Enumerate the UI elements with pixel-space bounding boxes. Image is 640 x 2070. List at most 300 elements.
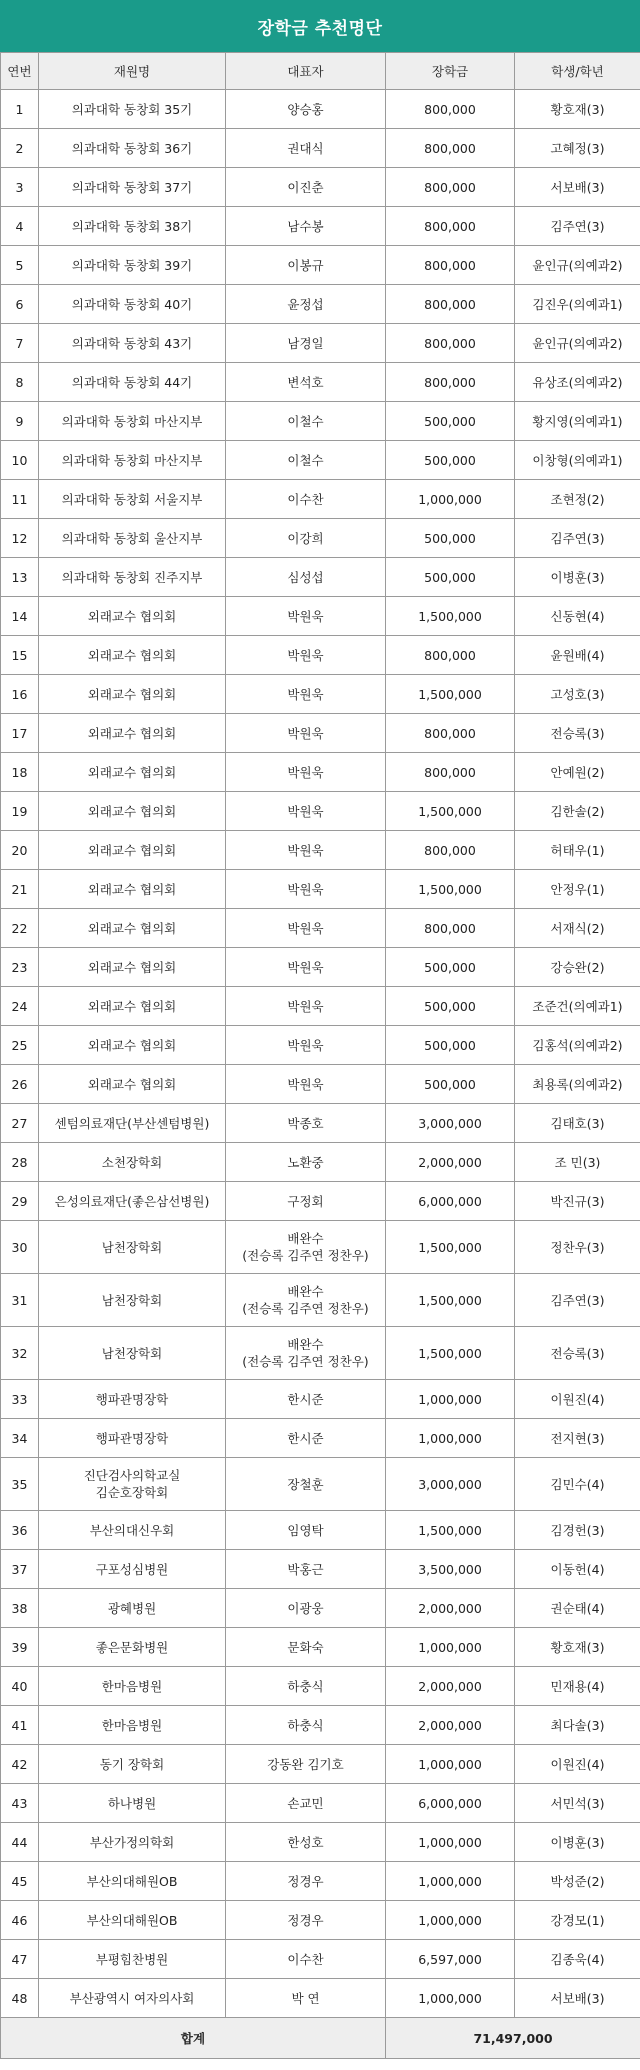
- cell-source: 은성의료재단(좋은삼선병원): [39, 1182, 226, 1221]
- table-row: [1, 1026, 640, 1065]
- cell-representative: 박원욱: [226, 987, 386, 1026]
- cell-no: 36: [1, 1511, 39, 1550]
- cell-representative-line2: (전승록 김주연 정찬우): [242, 1354, 369, 1369]
- header-no: 연번: [1, 53, 39, 90]
- table-row: [1, 753, 640, 792]
- cell-student: 김진우(의예과1): [515, 285, 640, 324]
- cell-amount: 1,000,000: [386, 1862, 515, 1901]
- table-row: [1, 1327, 640, 1380]
- cell-amount: 2,000,000: [386, 1706, 515, 1745]
- cell-student: 조현정(2): [515, 480, 640, 519]
- cell-student: 조준건(의예과1): [515, 987, 640, 1026]
- cell-amount: 500,000: [386, 1026, 515, 1065]
- cell-source: 외래교수 협의회: [39, 948, 226, 987]
- cell-no: 37: [1, 1550, 39, 1589]
- table-row: [1, 168, 640, 207]
- cell-student: 김주연(3): [515, 1274, 640, 1327]
- cell-no: 25: [1, 1026, 39, 1065]
- cell-source: 센텀의료재단(부산센텀병원): [39, 1104, 226, 1143]
- cell-amount: 1,500,000: [386, 597, 515, 636]
- cell-no: 28: [1, 1143, 39, 1182]
- cell-no: 38: [1, 1589, 39, 1628]
- cell-source: 광혜병원: [39, 1589, 226, 1628]
- cell-student: 황지영(의예과1): [515, 402, 640, 441]
- cell-student: 안예원(2): [515, 753, 640, 792]
- table-row: [1, 363, 640, 402]
- cell-source: 의과대학 동창회 40기: [39, 285, 226, 324]
- cell-source: 의과대학 동창회 39기: [39, 246, 226, 285]
- cell-no: 47: [1, 1940, 39, 1979]
- cell-source: 소천장학회: [39, 1143, 226, 1182]
- cell-representative: 남수봉: [226, 207, 386, 246]
- cell-student: 김태호(3): [515, 1104, 640, 1143]
- cell-source: 남천장학회: [39, 1274, 226, 1327]
- cell-amount: 800,000: [386, 714, 515, 753]
- cell-student: 서보배(3): [515, 168, 640, 207]
- table-row: [1, 675, 640, 714]
- cell-no: 39: [1, 1628, 39, 1667]
- cell-representative: 박원욱: [226, 1026, 386, 1065]
- cell-amount: 1,000,000: [386, 1380, 515, 1419]
- table-row: [1, 1458, 640, 1511]
- table-row: [1, 714, 640, 753]
- cell-no: 44: [1, 1823, 39, 1862]
- cell-student: 허태우(1): [515, 831, 640, 870]
- cell-source: 부산의대해원OB: [39, 1901, 226, 1940]
- cell-representative: 이진춘: [226, 168, 386, 207]
- cell-student: 조 민(3): [515, 1143, 640, 1182]
- cell-representative: 박 연: [226, 1979, 386, 2018]
- cell-source: 의과대학 동창회 36기: [39, 129, 226, 168]
- cell-representative: [226, 1221, 386, 1274]
- cell-source: 외래교수 협의회: [39, 675, 226, 714]
- cell-representative: 강동완 김기호: [226, 1745, 386, 1784]
- cell-amount: 1,000,000: [386, 1823, 515, 1862]
- cell-amount: 800,000: [386, 753, 515, 792]
- header-student: 학생/학년: [515, 53, 640, 90]
- cell-amount: 1,500,000: [386, 1274, 515, 1327]
- cell-source: 외래교수 협의회: [39, 792, 226, 831]
- cell-representative: 박홍근: [226, 1550, 386, 1589]
- cell-source: 의과대학 동창회 37기: [39, 168, 226, 207]
- cell-no: 9: [1, 402, 39, 441]
- cell-source: 행파관명장학: [39, 1380, 226, 1419]
- cell-amount: 6,597,000: [386, 1940, 515, 1979]
- cell-source: 외래교수 협의회: [39, 909, 226, 948]
- cell-no: 26: [1, 1065, 39, 1104]
- cell-representative: 한성호: [226, 1823, 386, 1862]
- cell-representative: 장철훈: [226, 1458, 386, 1511]
- cell-representative: 구정회: [226, 1182, 386, 1221]
- cell-source: 부산의대신우회: [39, 1511, 226, 1550]
- cell-student: 이동헌(4): [515, 1550, 640, 1589]
- cell-amount: 800,000: [386, 831, 515, 870]
- cell-amount: 800,000: [386, 168, 515, 207]
- header-amount: 장학금: [386, 53, 515, 90]
- cell-representative: 한시준: [226, 1419, 386, 1458]
- cell-representative: 박원욱: [226, 792, 386, 831]
- cell-representative-line1: 배완수: [287, 1337, 324, 1352]
- table-row: [1, 1979, 640, 2018]
- cell-student: 이병훈(3): [515, 1823, 640, 1862]
- cell-representative: 변석호: [226, 363, 386, 402]
- table-header-row: [1, 53, 640, 90]
- table-row: [1, 948, 640, 987]
- table-row: [1, 987, 640, 1026]
- cell-source: 외래교수 협의회: [39, 636, 226, 675]
- cell-source: 의과대학 동창회 35기: [39, 90, 226, 129]
- cell-representative: 이수찬: [226, 1940, 386, 1979]
- cell-representative: 박원욱: [226, 831, 386, 870]
- page-title: 장학금 추천명단: [0, 0, 640, 52]
- cell-amount: 3,000,000: [386, 1104, 515, 1143]
- cell-student: 김민수(4): [515, 1458, 640, 1511]
- table-row: [1, 1380, 640, 1419]
- table-row: [1, 207, 640, 246]
- cell-source: [39, 1458, 226, 1511]
- cell-representative: 박원욱: [226, 636, 386, 675]
- cell-amount: 800,000: [386, 90, 515, 129]
- cell-representative: 박종호: [226, 1104, 386, 1143]
- cell-no: 42: [1, 1745, 39, 1784]
- cell-amount: 2,000,000: [386, 1667, 515, 1706]
- cell-amount: 2,000,000: [386, 1589, 515, 1628]
- cell-amount: 800,000: [386, 636, 515, 675]
- cell-no: 23: [1, 948, 39, 987]
- cell-no: 41: [1, 1706, 39, 1745]
- table-row: [1, 831, 640, 870]
- cell-no: 3: [1, 168, 39, 207]
- cell-no: 11: [1, 480, 39, 519]
- cell-student: 유상조(의예과2): [515, 363, 640, 402]
- total-row: [1, 2018, 640, 2059]
- cell-representative: 정경우: [226, 1862, 386, 1901]
- cell-no: 31: [1, 1274, 39, 1327]
- cell-student: 박진규(3): [515, 1182, 640, 1221]
- cell-amount: 800,000: [386, 129, 515, 168]
- cell-student: 황호재(3): [515, 1628, 640, 1667]
- cell-source: 외래교수 협의회: [39, 1026, 226, 1065]
- cell-source: 부평힘찬병원: [39, 1940, 226, 1979]
- cell-amount: 500,000: [386, 441, 515, 480]
- cell-representative: 하충식: [226, 1706, 386, 1745]
- cell-representative-line1: 배완수: [287, 1284, 324, 1299]
- cell-amount: 2,000,000: [386, 1143, 515, 1182]
- table-row: [1, 1589, 640, 1628]
- cell-student: 이병훈(3): [515, 558, 640, 597]
- cell-no: 24: [1, 987, 39, 1026]
- table-body: [1, 90, 640, 2018]
- cell-no: 14: [1, 597, 39, 636]
- table-row: [1, 1706, 640, 1745]
- cell-no: 1: [1, 90, 39, 129]
- cell-source: 의과대학 동창회 38기: [39, 207, 226, 246]
- cell-representative: 권대식: [226, 129, 386, 168]
- cell-source: 의과대학 동창회 서울지부: [39, 480, 226, 519]
- cell-representative: 남경일: [226, 324, 386, 363]
- cell-no: 21: [1, 870, 39, 909]
- cell-source: 외래교수 협의회: [39, 753, 226, 792]
- table-row: [1, 636, 640, 675]
- cell-student: 전승록(3): [515, 714, 640, 753]
- cell-representative-line2: (전승록 김주연 정찬우): [242, 1301, 369, 1316]
- cell-no: 15: [1, 636, 39, 675]
- cell-source-line1: 진단검사의학교실: [83, 1468, 181, 1483]
- cell-amount: 500,000: [386, 948, 515, 987]
- cell-source: 의과대학 동창회 울산지부: [39, 519, 226, 558]
- cell-source: 구포성심병원: [39, 1550, 226, 1589]
- cell-student: 김종욱(4): [515, 1940, 640, 1979]
- cell-student: 김경헌(3): [515, 1511, 640, 1550]
- cell-no: 45: [1, 1862, 39, 1901]
- cell-representative-line1: 배완수: [287, 1231, 324, 1246]
- table-row: [1, 1221, 640, 1274]
- cell-student: 전지현(3): [515, 1419, 640, 1458]
- table-row: [1, 1823, 640, 1862]
- cell-student: 김주연(3): [515, 519, 640, 558]
- cell-no: 2: [1, 129, 39, 168]
- cell-student: 고성호(3): [515, 675, 640, 714]
- table-row: [1, 519, 640, 558]
- cell-student: 이창형(의예과1): [515, 441, 640, 480]
- cell-source: 의과대학 동창회 진주지부: [39, 558, 226, 597]
- table-row: [1, 792, 640, 831]
- cell-amount: 800,000: [386, 285, 515, 324]
- cell-no: 30: [1, 1221, 39, 1274]
- cell-representative: 박원욱: [226, 753, 386, 792]
- cell-representative: 양승홍: [226, 90, 386, 129]
- cell-source-line2: 김순호장학회: [95, 1485, 169, 1500]
- cell-no: 10: [1, 441, 39, 480]
- cell-no: 48: [1, 1979, 39, 2018]
- cell-amount: 1,500,000: [386, 1327, 515, 1380]
- cell-amount: 500,000: [386, 1065, 515, 1104]
- cell-amount: 6,000,000: [386, 1784, 515, 1823]
- cell-representative: 박원욱: [226, 948, 386, 987]
- cell-student: 김주연(3): [515, 207, 640, 246]
- cell-amount: 500,000: [386, 402, 515, 441]
- cell-representative: 문화숙: [226, 1628, 386, 1667]
- cell-source: 부산광역시 여자의사회: [39, 1979, 226, 2018]
- table-row: [1, 1784, 640, 1823]
- cell-student: 권순태(4): [515, 1589, 640, 1628]
- cell-no: 27: [1, 1104, 39, 1143]
- cell-source: 행파관명장학: [39, 1419, 226, 1458]
- cell-source: 외래교수 협의회: [39, 831, 226, 870]
- cell-amount: 1,000,000: [386, 1901, 515, 1940]
- cell-representative: 윤정섭: [226, 285, 386, 324]
- cell-representative: [226, 1327, 386, 1380]
- cell-representative: 한시준: [226, 1380, 386, 1419]
- cell-student: 이원진(4): [515, 1745, 640, 1784]
- cell-source: 의과대학 동창회 43기: [39, 324, 226, 363]
- table-row: [1, 597, 640, 636]
- table-row: [1, 285, 640, 324]
- cell-amount: 800,000: [386, 246, 515, 285]
- cell-no: 19: [1, 792, 39, 831]
- cell-student: 강승완(2): [515, 948, 640, 987]
- table-row: [1, 246, 640, 285]
- table-row: [1, 324, 640, 363]
- cell-student: 황호재(3): [515, 90, 640, 129]
- cell-representative: 이봉규: [226, 246, 386, 285]
- cell-student: 윤인규(의예과2): [515, 324, 640, 363]
- cell-student: 박성준(2): [515, 1862, 640, 1901]
- cell-no: 12: [1, 519, 39, 558]
- cell-student: 최다솔(3): [515, 1706, 640, 1745]
- table-row: [1, 90, 640, 129]
- cell-student: 윤인규(의예과2): [515, 246, 640, 285]
- cell-no: 32: [1, 1327, 39, 1380]
- total-amount: 71,497,000: [386, 2018, 640, 2059]
- table-row: [1, 1862, 640, 1901]
- cell-amount: 1,000,000: [386, 1419, 515, 1458]
- cell-no: 6: [1, 285, 39, 324]
- header-source: 재원명: [39, 53, 226, 90]
- table-row: [1, 129, 640, 168]
- cell-representative: 노환중: [226, 1143, 386, 1182]
- cell-no: 35: [1, 1458, 39, 1511]
- cell-source: 의과대학 동창회 마산지부: [39, 441, 226, 480]
- table-row: [1, 1511, 640, 1550]
- cell-representative: 이철수: [226, 441, 386, 480]
- cell-amount: 1,000,000: [386, 1979, 515, 2018]
- cell-source: 외래교수 협의회: [39, 597, 226, 636]
- cell-amount: 1,500,000: [386, 1511, 515, 1550]
- cell-amount: 1,500,000: [386, 675, 515, 714]
- cell-no: 46: [1, 1901, 39, 1940]
- cell-no: 43: [1, 1784, 39, 1823]
- cell-no: 33: [1, 1380, 39, 1419]
- table-row: [1, 1419, 640, 1458]
- cell-representative-line2: (전승록 김주연 정찬우): [242, 1248, 369, 1263]
- cell-student: 민재용(4): [515, 1667, 640, 1706]
- cell-representative: 심성섭: [226, 558, 386, 597]
- cell-amount: 1,000,000: [386, 1628, 515, 1667]
- cell-amount: 1,000,000: [386, 480, 515, 519]
- cell-student: 윤원배(4): [515, 636, 640, 675]
- cell-student: 최용록(의예과2): [515, 1065, 640, 1104]
- cell-source: 남천장학회: [39, 1327, 226, 1380]
- cell-student: 신동현(4): [515, 597, 640, 636]
- table-row: [1, 1745, 640, 1784]
- cell-source: 의과대학 동창회 44기: [39, 363, 226, 402]
- cell-source: 외래교수 협의회: [39, 1065, 226, 1104]
- table-row: [1, 870, 640, 909]
- cell-source: 한마음병원: [39, 1667, 226, 1706]
- cell-no: 22: [1, 909, 39, 948]
- cell-student: 서재식(2): [515, 909, 640, 948]
- table-row: [1, 1104, 640, 1143]
- cell-source: 외래교수 협의회: [39, 870, 226, 909]
- cell-student: 김한솔(2): [515, 792, 640, 831]
- table-row: [1, 441, 640, 480]
- cell-representative: 이강희: [226, 519, 386, 558]
- cell-student: 서민석(3): [515, 1784, 640, 1823]
- table-row: [1, 909, 640, 948]
- cell-amount: 800,000: [386, 909, 515, 948]
- table-row: [1, 1940, 640, 1979]
- cell-amount: 500,000: [386, 519, 515, 558]
- cell-representative: 정경우: [226, 1901, 386, 1940]
- cell-no: 13: [1, 558, 39, 597]
- cell-representative: 임영탁: [226, 1511, 386, 1550]
- cell-source: 한마음병원: [39, 1706, 226, 1745]
- cell-representative: 박원욱: [226, 870, 386, 909]
- cell-source: 외래교수 협의회: [39, 987, 226, 1026]
- cell-no: 16: [1, 675, 39, 714]
- cell-representative: 이광웅: [226, 1589, 386, 1628]
- cell-representative: 박원욱: [226, 1065, 386, 1104]
- cell-no: 34: [1, 1419, 39, 1458]
- cell-amount: 1,500,000: [386, 870, 515, 909]
- cell-amount: 3,000,000: [386, 1458, 515, 1511]
- cell-student: 정찬우(3): [515, 1221, 640, 1274]
- cell-no: 8: [1, 363, 39, 402]
- table-row: [1, 1274, 640, 1327]
- cell-student: 김홍석(의예과2): [515, 1026, 640, 1065]
- cell-no: 17: [1, 714, 39, 753]
- total-label: 합계: [1, 2018, 386, 2059]
- header-representative: 대표자: [226, 53, 386, 90]
- cell-no: 29: [1, 1182, 39, 1221]
- cell-amount: 800,000: [386, 324, 515, 363]
- scholarship-table: [0, 52, 640, 2059]
- cell-no: 7: [1, 324, 39, 363]
- cell-representative: 박원욱: [226, 909, 386, 948]
- cell-amount: 1,500,000: [386, 792, 515, 831]
- cell-no: 4: [1, 207, 39, 246]
- cell-source: 부산가정의학회: [39, 1823, 226, 1862]
- table-row: [1, 1667, 640, 1706]
- cell-no: 5: [1, 246, 39, 285]
- cell-representative: 손교민: [226, 1784, 386, 1823]
- cell-amount: 1,000,000: [386, 1745, 515, 1784]
- cell-amount: 500,000: [386, 987, 515, 1026]
- cell-student: 강경모(1): [515, 1901, 640, 1940]
- cell-representative: [226, 1274, 386, 1327]
- table-row: [1, 1550, 640, 1589]
- cell-representative: 이철수: [226, 402, 386, 441]
- cell-source: 하나병원: [39, 1784, 226, 1823]
- table-row: [1, 1628, 640, 1667]
- table-row: [1, 1182, 640, 1221]
- cell-amount: 3,500,000: [386, 1550, 515, 1589]
- cell-no: 20: [1, 831, 39, 870]
- cell-student: 이원진(4): [515, 1380, 640, 1419]
- cell-source: 좋은문화병원: [39, 1628, 226, 1667]
- cell-representative: 박원욱: [226, 714, 386, 753]
- cell-amount: 1,500,000: [386, 1221, 515, 1274]
- table-row: [1, 1901, 640, 1940]
- cell-source: 부산의대해원OB: [39, 1862, 226, 1901]
- table-row: [1, 1143, 640, 1182]
- cell-amount: 800,000: [386, 363, 515, 402]
- cell-student: 전승록(3): [515, 1327, 640, 1380]
- cell-source: 의과대학 동창회 마산지부: [39, 402, 226, 441]
- cell-amount: 800,000: [386, 207, 515, 246]
- cell-student: 고혜정(3): [515, 129, 640, 168]
- cell-no: 18: [1, 753, 39, 792]
- cell-representative: 박원욱: [226, 597, 386, 636]
- cell-representative: 박원욱: [226, 675, 386, 714]
- cell-amount: 500,000: [386, 558, 515, 597]
- table-row: [1, 1065, 640, 1104]
- cell-representative: 이수찬: [226, 480, 386, 519]
- cell-student: 서보배(3): [515, 1979, 640, 2018]
- table-row: [1, 402, 640, 441]
- table-row: [1, 558, 640, 597]
